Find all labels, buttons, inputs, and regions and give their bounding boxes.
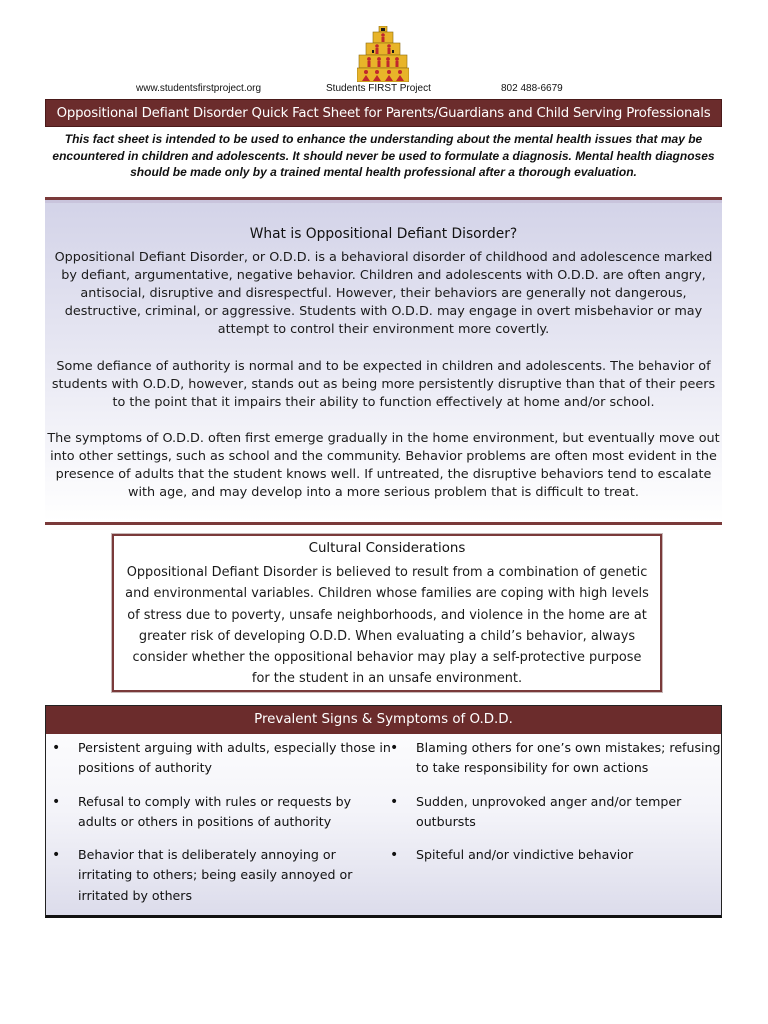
page-title: Oppositional Defiant Disorder Quick Fact Sheet for Parents/Guardians and Child Serving Professionals bbox=[45, 99, 722, 127]
paragraph: Some defiance of authority is normal and to be expected in children and adolescents. The behavior of students with O.D.D, however, stands out as being more persistently disruptive than that of their peers to the point that it impairs their ability to function effectively at home and/or school. bbox=[51, 358, 716, 410]
bullet-icon: • bbox=[52, 740, 61, 756]
paragraph: The symptoms of O.D.D. often first emerge gradually in the home environment, but eventually move out into other settings, such as school and the community. Behavior problems are often most evident in the presence of adults that the student knows well. If untreated, the disruptive behaviors tend to escalate with age, and may develop into a more serious problem that is difficult to treat. bbox=[47, 430, 720, 501]
phone-number: 802 488-6679 bbox=[501, 83, 563, 94]
box-title: Cultural Considerations bbox=[308, 541, 466, 556]
bullet-icon: • bbox=[390, 740, 399, 756]
section-body bbox=[45, 249, 722, 520]
bullet-icon: • bbox=[390, 794, 399, 810]
cultural-considerations-box bbox=[112, 534, 662, 692]
what-is-odd-section bbox=[45, 197, 722, 525]
box-body: Oppositional Defiant Disorder is believed to result from a combination of genetic and environmental variables. Children whose families are coping with high levels of stress due to poverty, unsafe neighborhoods, and violence in the home are at greater risk of developing O.D.D. When evaluating a child’s behavior, always consider whether the oppositional behavior may play a self-protective purpose for the student in an unsafe environment. bbox=[125, 565, 649, 687]
section-header: Prevalent Signs & Symptoms of O.D.D. bbox=[46, 706, 721, 734]
people-pyramid-icon bbox=[357, 26, 409, 82]
bullet-icon: • bbox=[390, 847, 399, 863]
section-title: What is Oppositional Defiant Disorder? bbox=[249, 226, 518, 242]
organization-name: Students FIRST Project bbox=[326, 83, 431, 94]
signs-symptoms-section: Prevalent Signs & Symptoms of O.D.D. • Persistent arguing with adults, especially those in positions of authority • Refusal to comply with rules or requests by adults or others in positions of authority • Behavior that is deliberately annoying or irritating to others; being easily annoyed or irritated by others • Blaming others for one’s own mistakes; refusing to take responsibility for own actions • Sudden, unprovoked anger and/or temper outbursts • Spiteful and/or vindictive behavior bbox=[45, 705, 722, 918]
contact-header bbox=[0, 83, 768, 97]
disclaimer-text: This fact sheet is intended to be used to enhance the understanding about the mental health issues that may be encountered in children and adolescents. It should never be used to formulate a diagnosis. Mental health diagnoses should be made only by a trained mental health professional after a thorough evaluation. bbox=[52, 132, 715, 179]
website-link[interactable]: www.studentsfirstproject.org bbox=[136, 83, 262, 94]
paragraph: Oppositional Defiant Disorder, or O.D.D. is a behavioral disorder of childhood and adolescence marked by defiant, argumentative, negative behavior. Children and adolescents with O.D.D. are often angry, antisocial, disruptive and disrespectful. However, their behaviors are generally not dangerous, destructive, criminal, or aggressive. Students with O.D.D. may engage in overt misbehavior or may attempt to control their environment more covertly. bbox=[54, 250, 713, 338]
bullet-icon: • bbox=[52, 794, 61, 810]
bullet-icon: • bbox=[52, 847, 61, 863]
